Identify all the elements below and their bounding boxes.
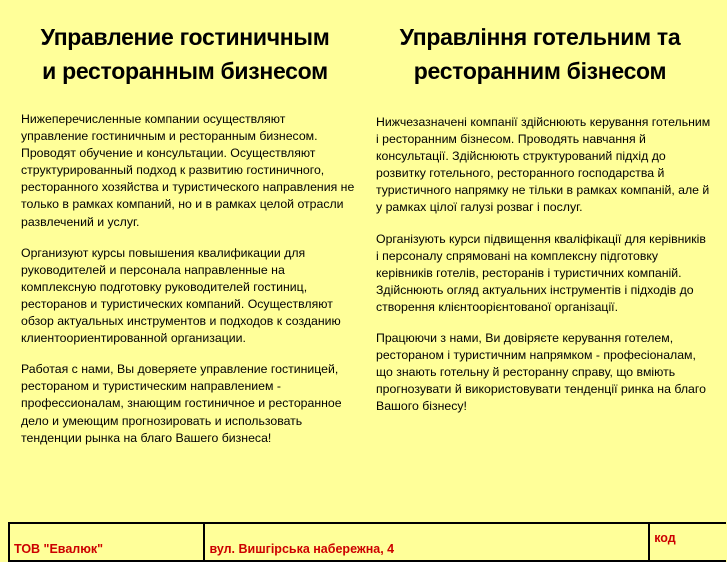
russian-paragraph: Нижеперечисленные компании осуществляют управление гостиничным и ресторанным бизнесом. Проводят обучение и консультации. Осуществляют структурированный подход к развитию гостиничного, ресторанного хозяйства и туристического направления не только в рамках компаний, но и в рамках целой отрасли развлечений и услуг.: [21, 112, 355, 229]
ukrainian-title-line2: ресторанним бізнесом: [413, 58, 667, 84]
ukrainian-paragraph: Працюючи з нами, Ви довіряєте керування готелем, рестораном і туристичним напрямком - професіоналам, що знають готельну й ресторанну справу, що вміють прогнозувати й використовувати тенденції ринка на благо Вашого бізнесу!: [376, 331, 706, 414]
russian-column: [10, 0, 360, 461]
ukrainian-title: [365, 20, 715, 88]
russian-paragraph: Работая с нами, Вы доверяете управление гостиницей, рестораном и туристическим направлением - профессионалам, знающим гостиничное и ресторанное дело и умеющим прогнозировать и использовать тенденции рынка на благо Вашего бизнеса!: [21, 362, 342, 445]
ukrainian-body: [376, 114, 711, 416]
russian-title-line2: и ресторанным бизнесом: [42, 58, 328, 84]
russian-title: [10, 20, 360, 88]
company-code-label: код: [654, 531, 676, 545]
russian-paragraph: Организуют курсы повышения квалификации для руководителей и персонала направленные на комплексную подготовку руководителей гостиниц, ресторанов и туристических компаний. Осуществляют обзор актуальных инструментов и подходов к созданию клиентоориентированной организации.: [21, 245, 341, 346]
company-name-cell: [10, 524, 205, 560]
russian-title-line1: Управление гостиничным: [40, 24, 330, 50]
company-code-cell: [650, 524, 726, 560]
ukrainian-title-line1: Управління готельним та: [399, 24, 681, 50]
ukrainian-paragraph: Нижчезазначені компанії здійснюють керування готельним і ресторанним бізнесом. Проводять навчання й консультації. Здійснюють структурований підхід до розвитку готельного, ресторанного господарства й туристичного напрямку не тільки в рамках компаній, але й у рамках цілої галузі розваг і послуг.: [376, 115, 711, 215]
ukrainian-column: [365, 0, 715, 430]
russian-body: [21, 111, 356, 447]
company-address: вул. Вишгірська набережна, 4: [209, 542, 395, 556]
company-address-cell: [205, 524, 650, 560]
company-name[interactable]: ТОВ "Евалюк": [14, 542, 104, 556]
company-table: [8, 522, 726, 562]
ukrainian-paragraph: Організують курси підвищення кваліфікації для керівників і персоналу спрямовані на комплексну підготовку керівників готелів, ресторанів і туристичних компаній. Здійснюють огляд актуальних інструментів і підходів до створення клієнтоорієнтованої організації.: [376, 231, 706, 314]
